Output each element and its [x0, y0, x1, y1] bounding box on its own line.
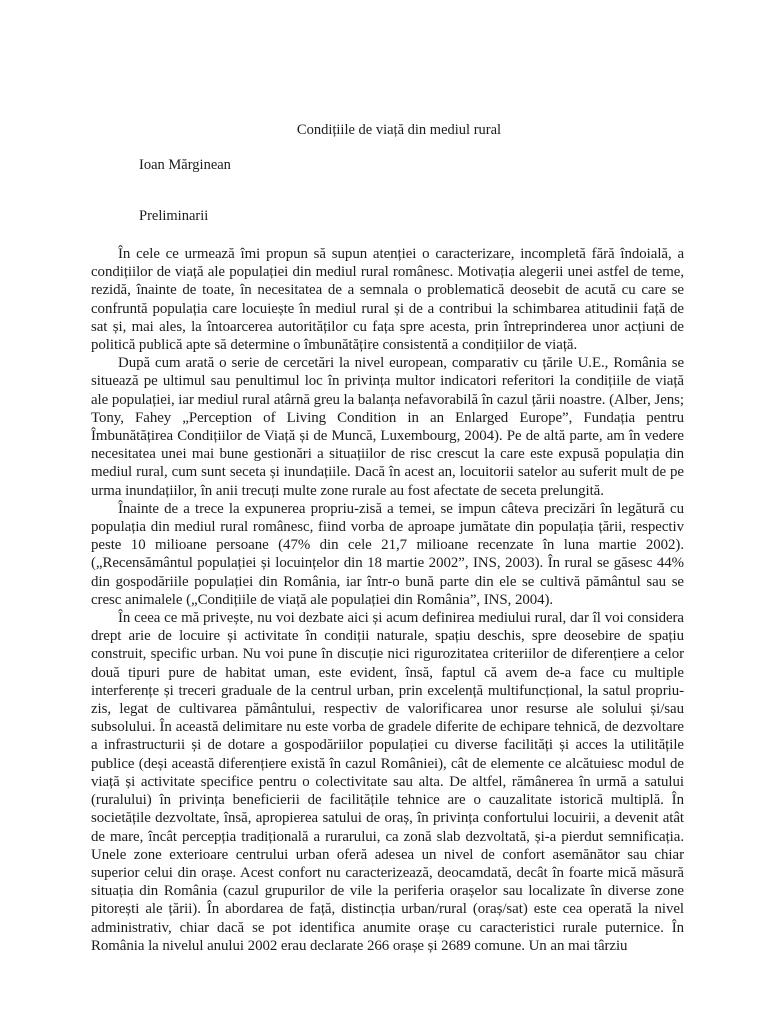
document-body: [91, 245, 684, 955]
section-heading: Preliminarii: [139, 208, 209, 224]
paragraph-4: În ceea ce mă privește, nu voi dezbate aici și acum definirea mediului rural, dar îl voi considera drept arie de locuire și activitate în condiții naturale, spațiu deschis, spre deosebire de spațiu construit, specific urban. Nu voi pune în discuție nici rigurozitatea criteriilor de diferențiere a celor două tipuri pure de habitat uman, este evident, însă, faptul că avem de-a face cu multiple interferențe și treceri graduale de la centrul urban, prin excelență multifuncțional, la satul propriu-zis, legat de cultivarea pământului, respectiv de valorificarea unor resurse ale solului și/sau subsolului. În această delimitare nu este vorba de gradele diferite de echipare tehnică, de dezvoltare a infrastructurii și de dotare a gospodăriilor populației cu diverse facilități și acces la utilitățile publice (deși această diferențiere există în cazul României), cât de elemente ce alcătuiesc modul de viață și activitate specifice pentru o colectivitate sau alta. De altfel, rămânerea în urmă a satului (ruralului) în privința beneficierii de facilitățile tehnice are o cauzalitate istorică multiplă. În societățile dezvoltate, însă, apropierea satului de oraș, în privința confortului locuirii, a devenit atât de mare, încât percepția tradițională a rurarului, ca zonă slab dezvoltată, și-a pierdut semnificația. Unele zone exterioare centrului urban oferă adesea un nivel de confort asemănător sau chiar superior celui din orașe. Acest confort nu caracterizează, deocamdată, decât în foarte mică măsură situația din România (cazul grupurilor de vile la periferia orașelor sau localizate în diverse zone pitorești ale țării). În abordarea de față, distincția urban/rural (oraș/sat) este cea operată la nivel administrativ, chiar dacă se pot identifica anumite orașe cu caracteristici rurale puternice. În România la nivelul anului 2002 erau declarate 266 orașe și 2689 comune. Un an mai târziu: [91, 610, 684, 954]
paragraph-1: În cele ce urmează îmi propun să supun atenției o caracterizare, incompletă fără îndoială, a condițiilor de viață ale populației din mediul rural românesc. Motivația alegerii unei astfel de teme, rezidă, înainte de toate, în necesitatea de a semnala o problematică deosebit de acută cu care se confruntă populația care locuiește în mediul rural și de a contribui la schimbarea atitudinii față de sat și, mai ales, la întoarcerea autorităților cu fața spre acesta, prin întreprinderea unor acțiuni de politică publică apte să determine o îmbunătățire consistentă a condițiilor de viață.: [91, 246, 684, 354]
document-title: Condițiile de viață din mediul rural: [296, 122, 502, 138]
paragraph-2: După cum arată o serie de cercetări la nivel european, comparativ cu țările U.E., România se situează pe ultimul sau penultimul loc în privința multor indicatori referitori la condițiile de viață ale populației, iar mediul rural atârnă greu la balanța nefavorabilă în cazul țării noastre. (Alber, Jens; Tony, Fahey „Perception of Living Condition in an Enlarged Europe”, Fundația pentru Îmbunătățirea Condițiilor de Viață și de Muncă, Luxembourg, 2004). Pe de altă parte, am în vedere necesitatea unei mai bune gestionări a situațiilor de risc crescut la care este expusă populația din mediul rural, cum sunt seceta și inundațiile. Dacă în acest an, locuitorii satelor au suferit mult de pe urma inundațiilor, în anii trecuți multe zone rurale au fost afectate de seceta prelungită.: [91, 355, 684, 499]
author-name: Ioan Mărginean: [139, 157, 231, 173]
paragraph-3: Înainte de a trece la expunerea propriu-zisă a temei, se impun câteva precizări în legătură cu populația din mediul rural românesc, fiind vorba de aproape jumătate din populația țării, respectiv peste 10 milioane persoane (47% din cele 21,7 milioane recenzate în luna martie 2002). („Recensământul populației și locuințelor din 18 martie 2002”, INS, 2003). În rural se găsesc 44% din gospodăriile populației din România, iar într-o bună parte din ele se cultivă pământul sau se cresc animalele („Condițiile de viață ale populației din România”, INS, 2004).: [91, 500, 684, 608]
